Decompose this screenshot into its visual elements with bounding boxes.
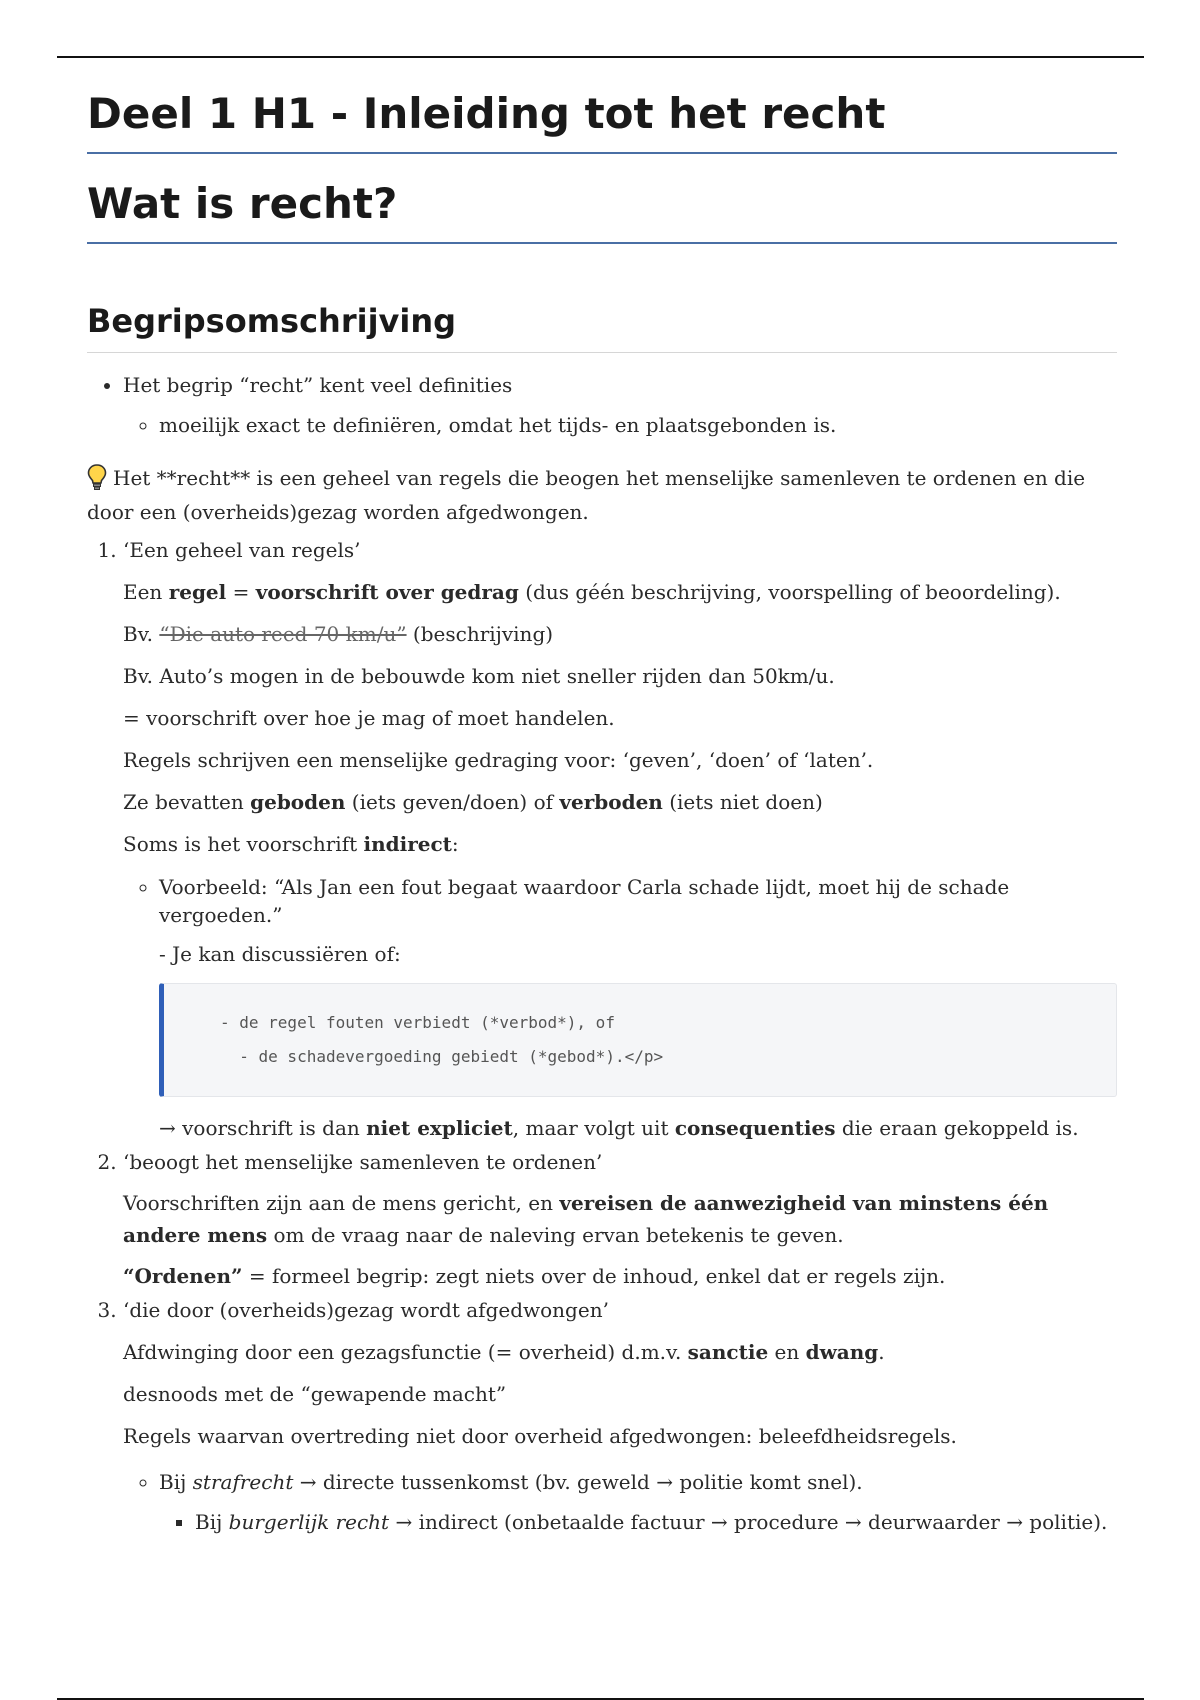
list-item: ▪ Bij burgerlijk recht → indirect (onbetaalde factuur → procedure → deurwaarder → politie). [195, 1505, 1117, 1539]
paragraph: = voorschrift over hoe je mag of moet handelen. [123, 706, 615, 730]
definition-parts-list [87, 533, 1117, 1539]
paragraph: - Je kan discussiëren of: [159, 942, 401, 966]
document-page [87, 84, 1117, 1539]
paragraph: → voorschrift is dan niet expliciet, maar volgt uit consequenties die eraan gekoppeld is. [159, 1116, 1079, 1140]
paragraph: Ze bevatten geboden (iets geven/doen) of verboden (iets niet doen) [123, 790, 823, 814]
list-item: ◦ Bij strafrecht → directe tussenkomst (bv. geweld → politie komt snel). ▪ Bij burgerlijk recht → indirect (onbetaalde factuur → procedure → deurwaarder → politie). [159, 1465, 1117, 1539]
paragraph: “Ordenen” = formeel begrip: zegt niets over de inhoud, enkel dat er regels zijn. [123, 1264, 946, 1288]
code-line: - de schadevergoeding gebiedt (*gebod*).</p> [220, 1047, 664, 1066]
example-list [123, 873, 1117, 1145]
list-item: 1. ‘Een geheel van regels’ Een regel = voorschrift over gedrag (dus géén beschrijving, voorspelling of beoordeling). Bv. “Die auto reed 70 km/u” (beschrijving) Bv. Auto’s mogen in de bebouwde kom niet sneller rijden dan 50km/u. = voorschrift over hoe je mag of moet handelen. Regels schrijven een menselijke gedraging voor: ‘geven’, ‘doen’ of ‘laten’. Ze bevatten geboden (iets geven/doen) of verboden (iets niet doen) Soms is het voorschrift indirect: ◦ Voorbeeld: “Als Jan een fout begaat waardoor Carla schade lijdt, moet hij de schade vergoeden.” - Je kan discussiëren of: - de regel fouten verbiedt (*verbod*), of - de schadevergoeding gebiedt (*gebod*).</p> → voorschrift is dan niet expliciet, maar volgt uit consequenties die eraan gekoppeld is. [123, 533, 1117, 1145]
section-heading: Begripsomschrijving [87, 300, 1117, 353]
list-item: ◦ Voorbeeld: “Als Jan een fout begaat waardoor Carla schade lijdt, moet hij de schade vergoeden.” - Je kan discussiëren of: - de regel fouten verbiedt (*verbod*), of - de schadevergoeding gebiedt (*gebod*).</p> → voorschrift is dan niet expliciet, maar volgt uit consequenties die eraan gekoppeld is. [159, 873, 1117, 1145]
code-line: - de regel fouten verbiedt (*verbod*), of [220, 1013, 615, 1032]
paragraph: Regels schrijven een menselijke gedraging voor: ‘geven’, ‘doen’ of ‘laten’. [123, 748, 874, 772]
definition-callout [87, 461, 1117, 529]
list-item: • Het begrip “recht” kent veel definities ◦ moeilijk exact te definiëren, omdat het tijds- en plaatsgebonden is. [123, 371, 1117, 439]
page-subtitle: Wat is recht? [87, 174, 1117, 244]
list-item: 3. ‘die door (overheids)gezag wordt afgedwongen’ Afdwinging door een gezagsfunctie (= overheid) d.m.v. sanctie en dwang. desnoods met de “gewapende macht” Regels waarvan overtreding niet door overheid afgedwongen: beleefdheidsregels. ◦ Bij strafrecht → directe tussenkomst (bv. geweld → politie komt snel). ▪ Bij burgerlijk recht → indirect (onbetaalde factuur → procedure → deurwaarder → politie). [123, 1293, 1117, 1539]
lightbulb-icon [87, 463, 107, 491]
paragraph: desnoods met de “gewapende macht” [123, 1382, 507, 1406]
list-item: 2. ‘beoogt het menselijke samenleven te ordenen’ Voorschriften zijn aan de mens gericht, en vereisen de aanwezigheid van minstens één andere mens om de vraag naar de naleving ervan betekenis te geven. “Ordenen” = formeel begrip: zegt niets over de inhoud, enkel dat er regels zijn. [123, 1145, 1117, 1293]
callout-text: Het **recht** is een geheel van regels die beogen het menselijke samenleven te ordenen en die door een (overheids)gezag worden afgedwongen. [87, 466, 1086, 524]
intro-list [87, 371, 1117, 439]
intro-sublist [123, 411, 1117, 439]
paragraph: Voorschriften zijn aan de mens gericht, en vereisen de aanwezigheid van minstens één andere mens om de vraag naar de naleving ervan betekenis te geven. [123, 1191, 1049, 1247]
paragraph: Bv. “Die auto reed 70 km/u” (beschrijving) [123, 622, 554, 646]
enforcement-list [123, 1465, 1117, 1539]
paragraph: Bv. Auto’s mogen in de bebouwde kom niet sneller rijden dan 50km/u. [123, 664, 835, 688]
list-item: ◦ moeilijk exact te definiëren, omdat het tijds- en plaatsgebonden is. [159, 411, 1117, 439]
top-rule [57, 56, 1144, 58]
paragraph: Een regel = voorschrift over gedrag (dus géén beschrijving, voorspelling of beoordeling). [123, 580, 1061, 604]
paragraph: Afdwinging door een gezagsfunctie (= overheid) d.m.v. sanctie en dwang. [123, 1340, 885, 1364]
enforcement-sublist [159, 1505, 1117, 1539]
paragraph: Soms is het voorschrift indirect: [123, 832, 459, 856]
code-block [159, 983, 1117, 1097]
document-title: Deel 1 H1 - Inleiding tot het recht [87, 84, 1117, 154]
paragraph: Regels waarvan overtreding niet door overheid afgedwongen: beleefdheidsregels. [123, 1424, 957, 1448]
